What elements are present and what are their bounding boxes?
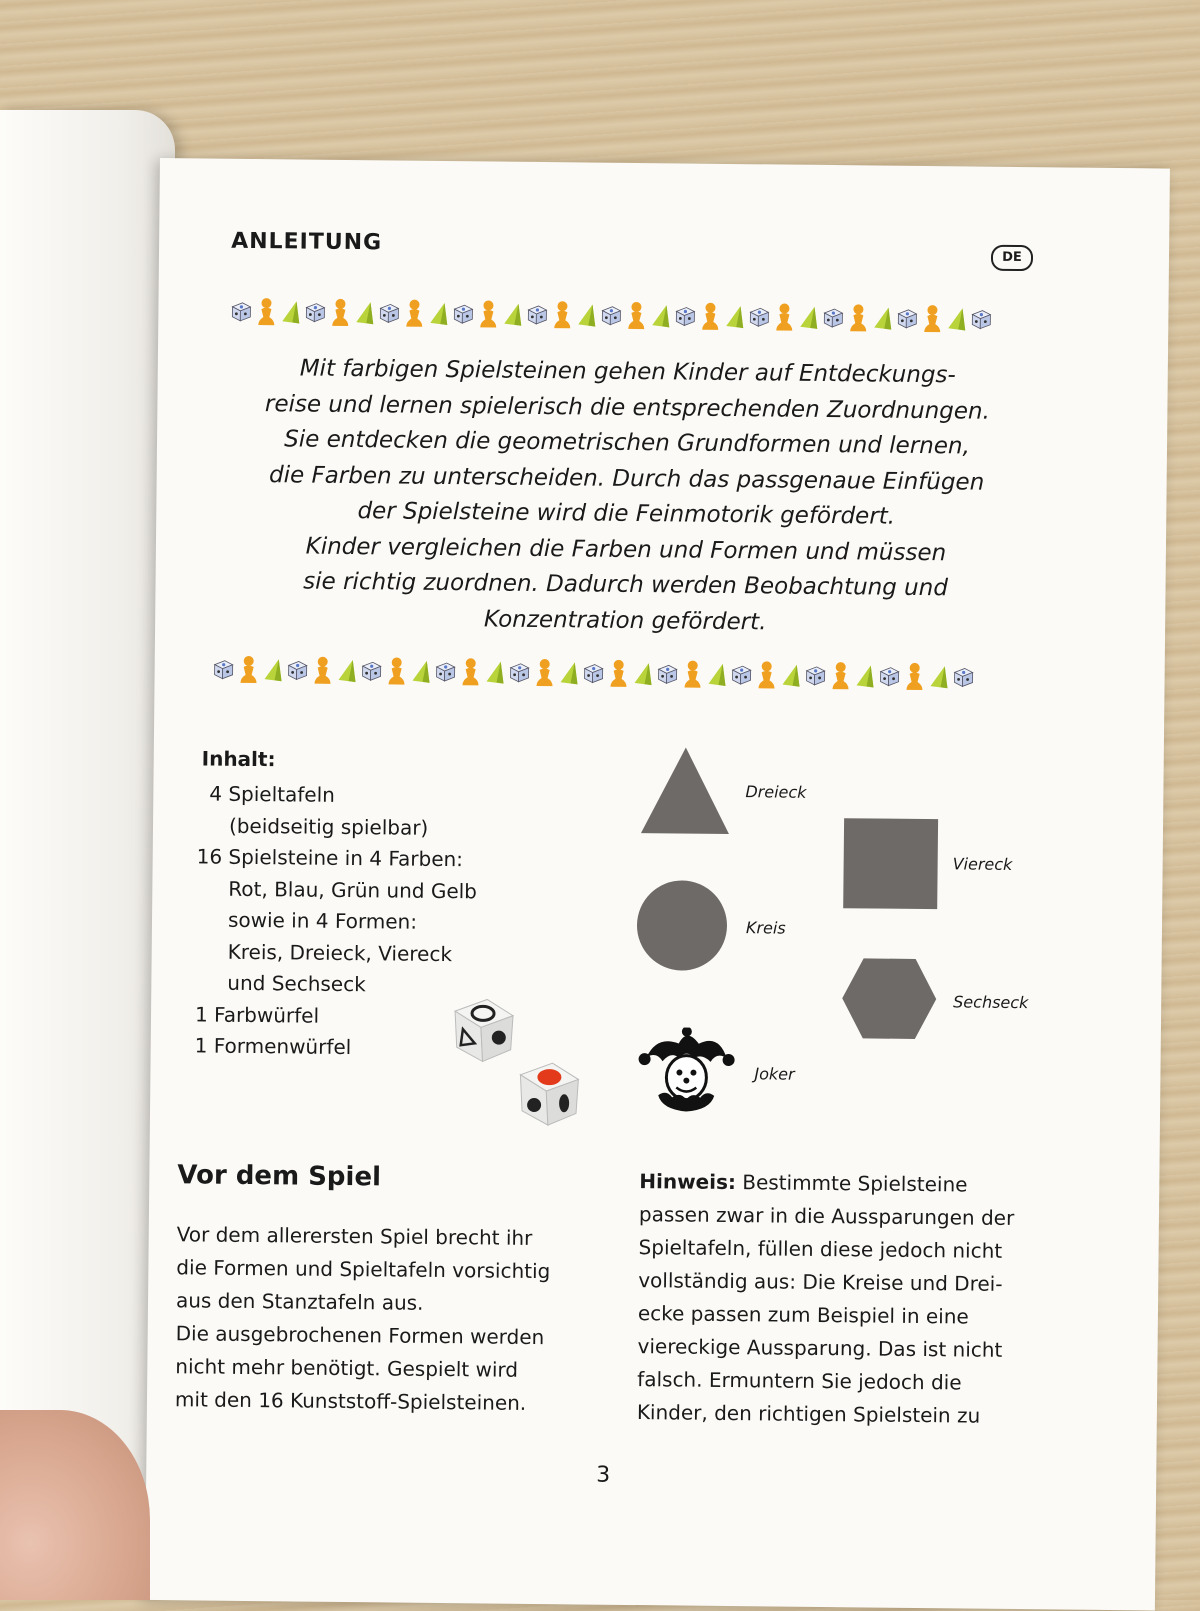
die-decoration-icon — [952, 666, 974, 688]
die-decoration-icon — [600, 305, 622, 327]
intro-line: Konzentration gefördert. — [483, 605, 767, 635]
decorative-pieces-row-top — [230, 295, 1040, 337]
die-decoration-icon — [230, 301, 252, 323]
contents-list — [195, 778, 479, 1064]
pawn-decoration-icon — [904, 662, 924, 692]
shape-die-icon — [447, 993, 520, 1066]
intro-line: der Spielsteine wird die Feinmotorik gefördert. — [357, 498, 896, 530]
paragraph-line: falsch. Ermuntern Sie jedoch die — [637, 1367, 962, 1395]
die-decoration-icon — [361, 660, 383, 682]
paragraph-line: Vor dem allerersten Spiel brecht ihr — [176, 1222, 533, 1250]
cone-decoration-icon — [872, 305, 892, 331]
triangle-icon — [639, 745, 732, 836]
decorative-pieces-row-bottom — [212, 653, 1022, 695]
cone-decoration-icon — [798, 305, 818, 331]
die-decoration-icon — [804, 665, 826, 687]
pawn-decoration-icon — [774, 302, 794, 332]
hint-text — [637, 1165, 1070, 1433]
cone-decoration-icon — [632, 661, 652, 687]
joker-icon — [636, 1027, 737, 1114]
list-item: 1 Farbwürfel — [194, 1001, 320, 1028]
die-decoration-icon — [452, 303, 474, 325]
pawn-decoration-icon — [386, 656, 406, 686]
pawn-decoration-icon — [256, 297, 276, 327]
die-decoration-icon — [435, 661, 457, 683]
cone-decoration-icon — [410, 659, 430, 685]
paragraph-line: viereckige Aussparung. Das ist nicht — [637, 1334, 1003, 1362]
language-badge: DE — [991, 245, 1033, 271]
cone-decoration-icon — [576, 302, 596, 328]
intro-line: Mit farbigen Spielsteinen gehen Kinder auf Entdeckungs- — [299, 355, 956, 389]
pawn-decoration-icon — [312, 656, 332, 686]
booklet-page — [145, 158, 1170, 1610]
die-decoration-icon — [748, 306, 770, 328]
list-item: 1 Formenwürfel — [194, 1033, 352, 1060]
cone-decoration-icon — [946, 306, 966, 332]
contents-title: Inhalt: — [201, 746, 276, 772]
paragraph-line: nicht mehr benötigt. Gespielt wird — [175, 1354, 519, 1382]
die-decoration-icon — [287, 659, 309, 681]
die-decoration-icon — [896, 308, 918, 330]
die-decoration-icon — [509, 662, 531, 684]
paragraph-line: vollständig aus: Die Kreise und Drei- — [638, 1268, 1003, 1296]
before-game-text — [175, 1218, 617, 1421]
paragraph-line: passen zwar in die Aussparungen der — [638, 1202, 1015, 1231]
list-item: 16 Spielsteine in 4 Farben: — [196, 844, 464, 872]
die-decoration-icon — [657, 663, 679, 685]
paragraph-line: aus den Stanztafeln aus. — [175, 1288, 424, 1315]
intro-line: reise und lernen spielerisch die entsprechenden Zuordnungen. — [264, 390, 990, 425]
cone-decoration-icon — [706, 662, 726, 688]
cone-decoration-icon — [484, 659, 504, 685]
hint-line: Bestimmte Spielsteine — [742, 1170, 968, 1197]
die-decoration-icon — [526, 304, 548, 326]
list-item: (beidseitig spielbar) — [228, 813, 429, 840]
pawn-decoration-icon — [608, 659, 628, 689]
paragraph-line: Kinder, den richtigen Spielstein zu — [636, 1400, 981, 1428]
die-decoration-icon — [583, 662, 605, 684]
circle-icon — [636, 879, 729, 972]
pawn-decoration-icon — [682, 660, 702, 690]
cone-decoration-icon — [928, 664, 948, 690]
intro-text — [215, 351, 1038, 644]
square-icon — [842, 817, 939, 910]
paragraph-line: mit den 16 Kunststoff-Spielsteinen. — [174, 1387, 527, 1415]
intro-line: sie richtig zuordnen. Dadurch werden Beobachtung und — [303, 568, 949, 602]
list-item: Kreis, Dreieck, Viereck — [227, 939, 453, 966]
pawn-decoration-icon — [404, 299, 424, 329]
cone-decoration-icon — [280, 299, 300, 325]
list-item: 4 Spieltafeln — [209, 781, 336, 807]
die-decoration-icon — [878, 666, 900, 688]
intro-line: die Farben zu unterscheiden. Durch das passgenaue Einfügen — [268, 461, 985, 496]
cone-decoration-icon — [780, 663, 800, 689]
cone-decoration-icon — [354, 300, 374, 326]
die-decoration-icon — [822, 307, 844, 329]
page-number: 3 — [596, 1462, 611, 1488]
die-decoration-icon — [731, 664, 753, 686]
pawn-decoration-icon — [922, 304, 942, 334]
pawn-decoration-icon — [330, 298, 350, 328]
die-decoration-icon — [674, 305, 696, 327]
color-die-icon — [512, 1057, 585, 1130]
paragraph-line: Spieltafeln, füllen diese jedoch nicht — [638, 1235, 1003, 1263]
label-triangle: Dreieck — [745, 782, 807, 802]
label-square: Viereck — [952, 854, 1013, 874]
cone-decoration-icon — [428, 301, 448, 327]
pawn-decoration-icon — [756, 660, 776, 690]
pawn-decoration-icon — [830, 661, 850, 691]
cone-decoration-icon — [502, 302, 522, 328]
cone-decoration-icon — [263, 657, 283, 683]
cone-decoration-icon — [854, 663, 874, 689]
pawn-decoration-icon — [700, 302, 720, 332]
paragraph-line: die Formen und Spieltafeln vorsichtig — [176, 1255, 551, 1284]
intro-line: Kinder vergleichen die Farben und Formen und müssen — [305, 533, 947, 566]
pawn-decoration-icon — [534, 658, 554, 688]
die-decoration-icon — [304, 302, 326, 324]
hexagon-icon — [841, 957, 938, 1040]
intro-line: Sie entdecken die geometrischen Grundformen und lernen, — [284, 426, 970, 460]
list-item: und Sechseck — [227, 970, 366, 997]
list-item: sowie in 4 Formen: — [227, 907, 418, 934]
page-heading: ANLEITUNG — [231, 228, 383, 256]
cone-decoration-icon — [337, 658, 357, 684]
section-title-before-game: Vor dem Spiel — [177, 1160, 382, 1193]
pawn-decoration-icon — [848, 303, 868, 333]
die-decoration-icon — [970, 308, 992, 330]
pawn-decoration-icon — [626, 301, 646, 331]
pawn-decoration-icon — [552, 300, 572, 330]
label-joker: Joker — [754, 1064, 795, 1084]
pawn-decoration-icon — [460, 657, 480, 687]
die-decoration-icon — [213, 659, 235, 681]
list-item: Rot, Blau, Grün und Gelb — [228, 876, 478, 903]
cone-decoration-icon — [724, 304, 744, 330]
die-decoration-icon — [378, 302, 400, 324]
hint-label: Hinweis: — [639, 1169, 737, 1195]
label-hexagon: Sechseck — [953, 992, 1029, 1013]
label-circle: Kreis — [745, 918, 786, 938]
paragraph-line — [639, 1165, 1069, 1203]
cone-decoration-icon — [558, 660, 578, 686]
cone-decoration-icon — [650, 303, 670, 329]
pawn-decoration-icon — [478, 299, 498, 329]
paragraph-line: Die ausgebrochenen Formen werden — [175, 1321, 545, 1350]
paragraph-line: ecke passen zum Beispiel in eine — [637, 1301, 969, 1329]
pawn-decoration-icon — [238, 655, 258, 685]
